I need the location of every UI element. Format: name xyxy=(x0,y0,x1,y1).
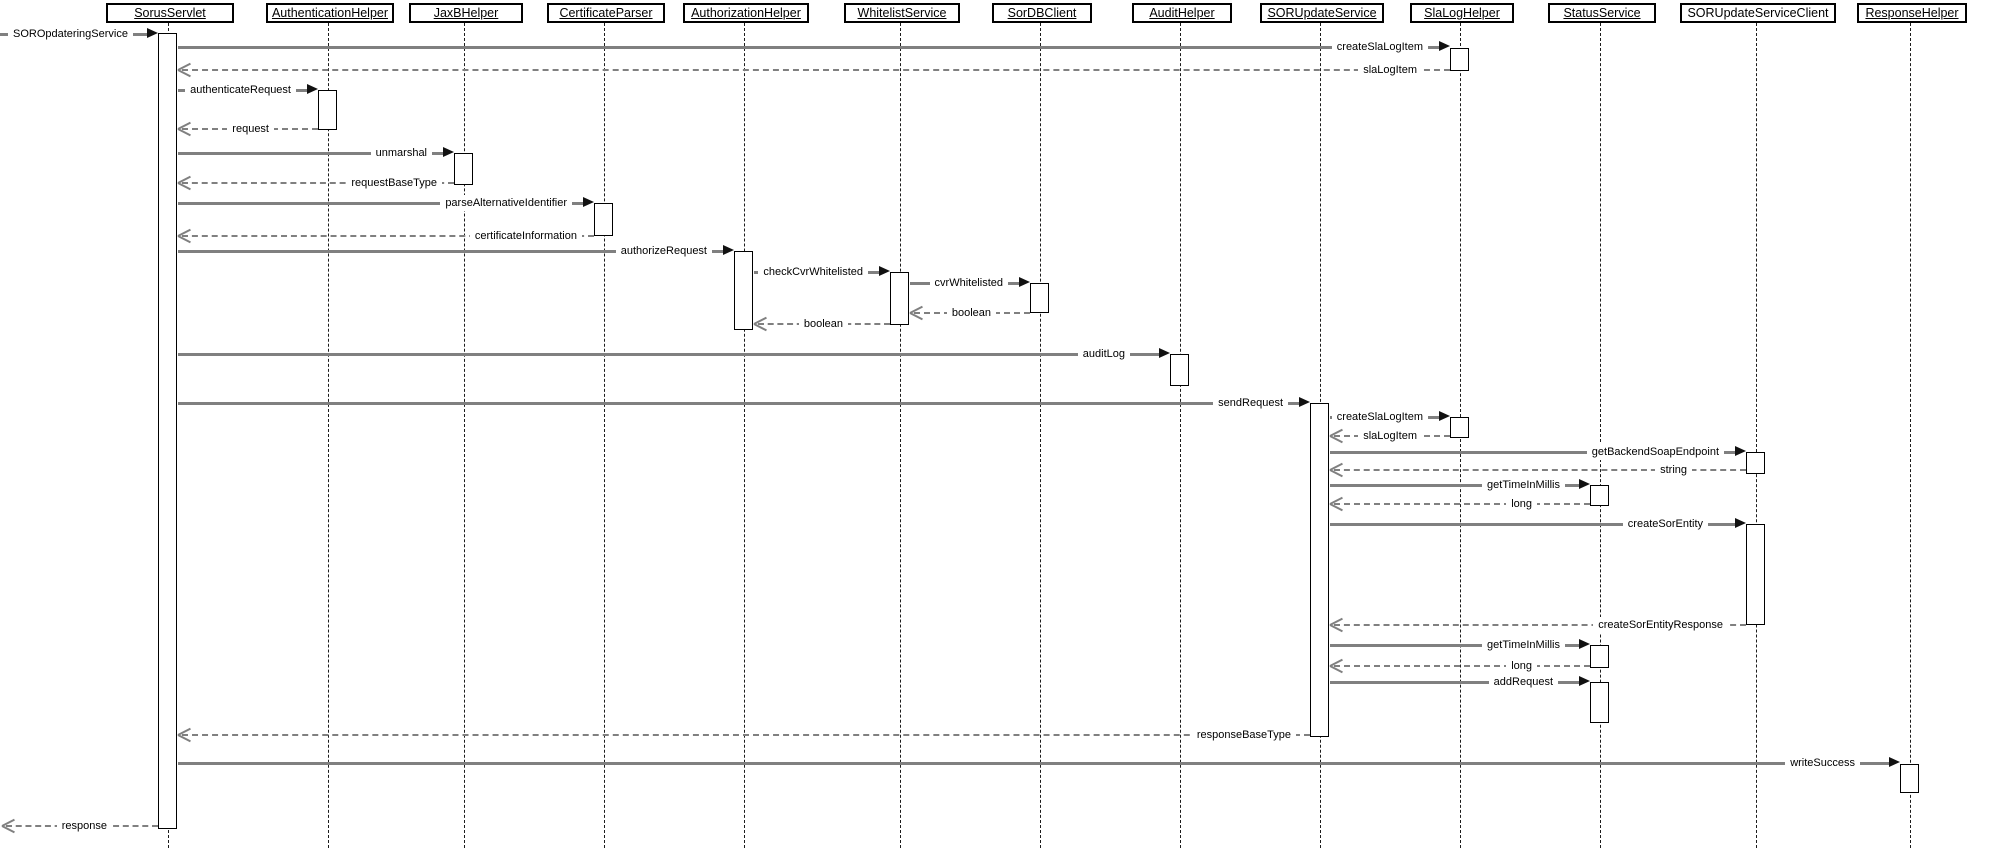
message-label: authenticateRequest xyxy=(185,82,296,98)
lifeline-header-SorusServlet xyxy=(106,3,234,23)
activation-bar xyxy=(1450,48,1469,71)
message-line xyxy=(1334,503,1590,505)
lifeline-header-AuditHelper xyxy=(1132,3,1232,23)
lifeline-label: StatusService xyxy=(1563,6,1641,20)
message-label: auditLog xyxy=(1078,346,1130,362)
lifeline-CertificateParser xyxy=(604,23,605,848)
lifeline-header-StatusService xyxy=(1548,3,1656,23)
message-line xyxy=(178,402,1300,405)
lifeline-header-SorDBClient xyxy=(992,3,1092,23)
lifeline-ResponseHelper xyxy=(1910,23,1911,848)
lifeline-label: AuditHelper xyxy=(1149,6,1215,20)
activation-bar xyxy=(1590,485,1609,506)
lifeline-SorDBClient xyxy=(1040,23,1041,848)
activation-bar xyxy=(734,251,753,330)
activation-bar xyxy=(1170,354,1189,386)
lifeline-AuthorizationHelper xyxy=(744,23,745,848)
message-label: createSlaLogItem xyxy=(1332,39,1428,55)
message-label: addRequest xyxy=(1489,674,1558,690)
message-label: authorizeRequest xyxy=(616,243,712,259)
return-arrowhead-icon xyxy=(2,818,17,834)
call-arrowhead-icon xyxy=(1299,397,1310,407)
return-arrowhead-icon xyxy=(178,175,193,191)
message-label: getBackendSoapEndpoint xyxy=(1587,444,1724,460)
lifeline-AuthenticationHelper xyxy=(328,23,329,848)
message-label: requestBaseType xyxy=(346,175,442,191)
message-label: sendRequest xyxy=(1213,395,1288,411)
lifeline-label: AuthorizationHelper xyxy=(691,6,801,20)
lifeline-header-SORUpdateServiceClient xyxy=(1680,3,1836,23)
message-label: parseAlternativeIdentifier xyxy=(440,195,572,211)
lifeline-label: WhitelistService xyxy=(857,6,947,20)
call-arrowhead-icon xyxy=(723,245,734,255)
call-arrowhead-icon xyxy=(1439,411,1450,421)
lifeline-JaxBHelper xyxy=(464,23,465,848)
return-arrowhead-icon xyxy=(1330,496,1345,512)
return-arrowhead-icon xyxy=(178,228,193,244)
message-label: getTimeInMillis xyxy=(1482,477,1565,493)
lifeline-label: JaxBHelper xyxy=(433,6,499,20)
message-label: long xyxy=(1506,658,1537,674)
lifeline-label: ResponseHelper xyxy=(1865,6,1959,20)
message-label: string xyxy=(1655,462,1692,478)
activation-bar xyxy=(1900,764,1919,793)
call-arrowhead-icon xyxy=(583,197,594,207)
message-line xyxy=(182,69,1450,71)
lifeline-header-ResponseHelper xyxy=(1857,3,1967,23)
lifeline-label: CertificateParser xyxy=(559,6,653,20)
activation-bar xyxy=(594,203,613,236)
call-arrowhead-icon xyxy=(1439,41,1450,51)
message-label: cvrWhitelisted xyxy=(930,275,1008,291)
message-line xyxy=(178,353,1160,356)
call-arrowhead-icon xyxy=(1889,757,1900,767)
message-line xyxy=(178,46,1440,49)
call-arrowhead-icon xyxy=(1735,446,1746,456)
message-label: response xyxy=(57,818,112,834)
message-label: writeSuccess xyxy=(1785,755,1860,771)
lifeline-SORUpdateServiceClient xyxy=(1756,23,1757,848)
message-label: long xyxy=(1506,496,1537,512)
call-arrowhead-icon xyxy=(1159,348,1170,358)
activation-bar xyxy=(1030,283,1049,313)
lifeline-header-AuthorizationHelper xyxy=(683,3,809,23)
activation-bar xyxy=(1746,524,1765,625)
message-label: getTimeInMillis xyxy=(1482,637,1565,653)
call-arrowhead-icon xyxy=(1579,676,1590,686)
call-arrowhead-icon xyxy=(147,28,158,38)
lifeline-label: SorDBClient xyxy=(1007,6,1077,20)
activation-bar xyxy=(1590,645,1609,668)
message-label: createSorEntity xyxy=(1623,516,1708,532)
message-label: boolean xyxy=(947,305,996,321)
message-label: createSorEntityResponse xyxy=(1593,617,1728,633)
return-arrowhead-icon xyxy=(910,305,925,321)
call-arrowhead-icon xyxy=(1579,479,1590,489)
call-arrowhead-icon xyxy=(443,147,454,157)
return-arrowhead-icon xyxy=(178,727,193,743)
activation-bar xyxy=(1590,682,1609,723)
activation-bar xyxy=(890,272,909,325)
lifeline-AuditHelper xyxy=(1180,23,1181,848)
message-label: responseBaseType xyxy=(1192,727,1296,743)
message-label: slaLogItem xyxy=(1358,428,1422,444)
activation-bar xyxy=(454,153,473,185)
activation-bar xyxy=(1746,452,1765,474)
call-arrowhead-icon xyxy=(1735,518,1746,528)
message-line xyxy=(1334,665,1590,667)
return-arrowhead-icon xyxy=(1330,462,1345,478)
lifeline-StatusService xyxy=(1600,23,1601,848)
lifeline-header-CertificateParser xyxy=(547,3,665,23)
activation-bar xyxy=(318,90,337,130)
lifeline-label: SORUpdateService xyxy=(1267,6,1377,20)
lifeline-header-AuthenticationHelper xyxy=(266,3,394,23)
message-label: boolean xyxy=(799,316,848,332)
call-arrowhead-icon xyxy=(879,266,890,276)
return-arrowhead-icon xyxy=(178,121,193,137)
message-label: unmarshal xyxy=(371,145,432,161)
lifeline-header-SlaLogHelper xyxy=(1410,3,1514,23)
lifeline-WhitelistService xyxy=(900,23,901,848)
message-label: checkCvrWhitelisted xyxy=(758,264,868,280)
return-arrowhead-icon xyxy=(1330,617,1345,633)
lifeline-label: SORUpdateServiceClient xyxy=(1687,6,1829,20)
lifeline-label: AuthenticationHelper xyxy=(271,6,389,20)
call-arrowhead-icon xyxy=(1579,639,1590,649)
activation-bar xyxy=(1310,403,1329,737)
return-arrowhead-icon xyxy=(178,62,193,78)
return-arrowhead-icon xyxy=(754,316,769,332)
message-label: SOROpdateringService xyxy=(8,26,133,42)
lifeline-label: SorusServlet xyxy=(134,6,206,20)
message-line xyxy=(182,734,1310,736)
activation-bar xyxy=(158,33,177,829)
call-arrowhead-icon xyxy=(1019,277,1030,287)
activation-bar xyxy=(1450,417,1469,438)
message-label: certificateInformation xyxy=(470,228,582,244)
message-label: request xyxy=(227,121,274,137)
message-line xyxy=(178,762,1890,765)
call-arrowhead-icon xyxy=(307,84,318,94)
lifeline-header-JaxBHelper xyxy=(409,3,523,23)
return-arrowhead-icon xyxy=(1330,658,1345,674)
message-label: slaLogItem xyxy=(1358,62,1422,78)
lifeline-header-WhitelistService xyxy=(844,3,960,23)
lifeline-header-SORUpdateService xyxy=(1260,3,1384,23)
return-arrowhead-icon xyxy=(1330,428,1345,444)
message-label: createSlaLogItem xyxy=(1332,409,1428,425)
lifeline-label: SlaLogHelper xyxy=(1424,6,1500,20)
